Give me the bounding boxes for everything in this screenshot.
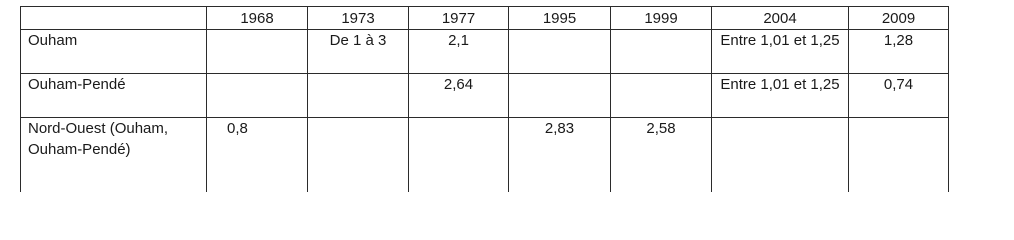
value-cell: 1,28	[849, 30, 949, 74]
value-cell	[712, 118, 849, 192]
value-cell: 2,83	[509, 118, 611, 192]
header-cell: 1977	[409, 7, 509, 30]
header-cell: 2009	[849, 7, 949, 30]
value-cell	[509, 30, 611, 74]
region-cell: Ouham	[21, 30, 207, 74]
data-table	[20, 6, 949, 192]
value-cell	[308, 118, 409, 192]
header-cell: 2004	[712, 7, 849, 30]
value-cell: 2,1	[409, 30, 509, 74]
value-cell: Entre 1,01 et 1,25	[712, 74, 849, 118]
header-cell	[21, 7, 207, 30]
header-cell: 1973	[308, 7, 409, 30]
value-cell: 0,74	[849, 74, 949, 118]
table-row	[21, 118, 949, 192]
value-cell	[207, 74, 308, 118]
value-cell	[409, 118, 509, 192]
value-cell: 2,58	[611, 118, 712, 192]
value-cell	[509, 74, 611, 118]
value-cell: 2,64	[409, 74, 509, 118]
value-cell: Entre 1,01 et 1,25	[712, 30, 849, 74]
header-cell: 1999	[611, 7, 712, 30]
table-row	[21, 30, 949, 74]
table-row	[21, 74, 949, 118]
value-cell: 0,8	[207, 118, 308, 192]
header-row	[21, 7, 949, 30]
region-cell: Nord-Ouest (Ouham, Ouham-Pendé)	[21, 118, 207, 192]
value-cell: De 1 à 3	[308, 30, 409, 74]
region-cell: Ouham-Pendé	[21, 74, 207, 118]
header-cell: 1968	[207, 7, 308, 30]
header-cell: 1995	[509, 7, 611, 30]
value-cell	[207, 30, 308, 74]
value-cell	[611, 30, 712, 74]
value-cell	[611, 74, 712, 118]
value-cell	[308, 74, 409, 118]
value-cell	[849, 118, 949, 192]
